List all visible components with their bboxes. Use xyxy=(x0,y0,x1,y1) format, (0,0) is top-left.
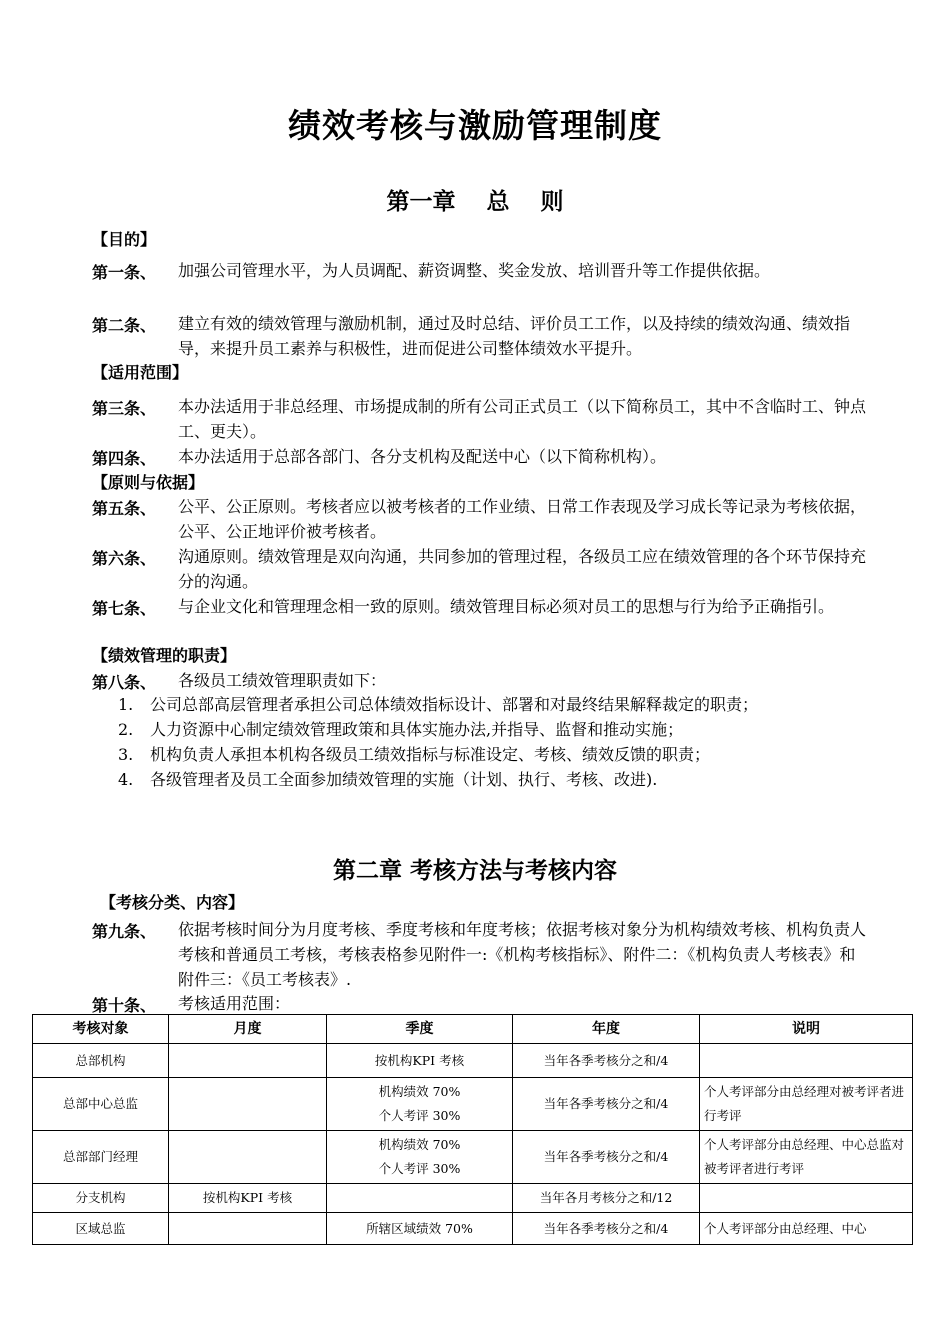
table-cell xyxy=(169,1044,327,1078)
article-2-text: 建立有效的绩效管理与激励机制，通过及时总结、评价员工工作，以及持续的绩效沟通、绩效指导，来提升员工素养与积极性，进而促进公司整体绩效水平提升。 xyxy=(178,314,851,358)
article-6-label: 第六条、 xyxy=(92,549,157,568)
document-title: 绩效考核与激励管理制度 xyxy=(288,106,662,145)
column-header: 说明 xyxy=(700,1015,913,1044)
article-3-label: 第三条、 xyxy=(92,399,157,418)
table-cell: 按机构KPI 考核 xyxy=(169,1184,327,1213)
chapter-1-heading: 第一章 总 则 xyxy=(386,189,564,215)
table-cell: 所辖区域绩效 70% xyxy=(327,1213,513,1245)
list-text: 公司总部高层管理者承担公司总体绩效指标设计、部署和对最终结果解释裁定的职责； xyxy=(150,695,759,714)
table-cell xyxy=(169,1131,327,1184)
list-item xyxy=(118,717,683,742)
article-10-label: 第十条、 xyxy=(92,996,157,1015)
list-text: 各级管理者及员工全面参加绩效管理的实施（计划、执行、考核、改进). xyxy=(150,770,658,789)
table-cell: 当年各季考核分之和/4 xyxy=(513,1044,700,1078)
list-text: 人力资源中心制定绩效管理政策和具体实施办法,并指导、监督和推动实施； xyxy=(150,720,684,739)
cell-line: 个人考评 30% xyxy=(378,1108,461,1123)
table-cell: 个人考评部分由总经理、中心总监对被考评者进行考评 xyxy=(700,1131,913,1184)
table-row xyxy=(33,1044,913,1078)
section-classification: 【考核分类、内容】 xyxy=(100,893,245,912)
column-header: 考核对象 xyxy=(33,1015,169,1044)
column-header: 年度 xyxy=(513,1015,700,1044)
table-row xyxy=(33,1213,913,1245)
list-number: 2. xyxy=(118,720,134,739)
cell-line: 机构绩效 70% xyxy=(378,1084,461,1099)
table-cell xyxy=(169,1213,327,1245)
table-cell xyxy=(700,1184,913,1213)
article-4-text: 本办法适用于总部各部门、各分支机构及配送中心（以下简称机构）。 xyxy=(178,447,667,466)
article-1-label: 第一条、 xyxy=(92,263,157,282)
list-number: 1. xyxy=(118,695,134,714)
table-cell: 当年各季考核分之和/4 xyxy=(513,1078,700,1131)
list-number: 3. xyxy=(118,745,134,764)
table-cell: 总部机构 xyxy=(33,1044,169,1078)
table-row xyxy=(33,1078,913,1131)
article-9-label: 第九条、 xyxy=(92,922,157,941)
table-cell xyxy=(700,1044,913,1078)
table-row xyxy=(33,1131,913,1184)
list-item xyxy=(118,742,710,767)
cell-line: 按机构KPI 考核 xyxy=(374,1052,465,1068)
article-6-text: 沟通原则。绩效管理是双向沟通，共同参加的管理过程，各级员工应在绩效管理的各个环节保持充分的沟通。 xyxy=(178,547,867,591)
table-cell: 区域总监 xyxy=(33,1213,169,1245)
list-item xyxy=(118,692,758,717)
table-cell xyxy=(327,1044,513,1078)
cell-line: 个人考评 30% xyxy=(378,1161,461,1176)
list-item xyxy=(118,767,657,792)
table-cell xyxy=(327,1131,513,1184)
section-principle: 【原则与依据】 xyxy=(92,473,205,492)
table-cell: 个人考评部分由总经理、中心 xyxy=(700,1213,913,1245)
chapter-2-heading: 第二章 考核方法与考核内容 xyxy=(332,858,617,884)
table-cell: 当年各季考核分之和/4 xyxy=(513,1131,700,1184)
article-3-text: 本办法适用于非总经理、市场提成制的所有公司正式员工（以下简称员工，其中不含临时工、钟点工、更夫）。 xyxy=(178,397,867,441)
column-header: 季度 xyxy=(327,1015,513,1044)
assessment-scope-table xyxy=(32,1014,913,1245)
table-cell: 分支机构 xyxy=(33,1184,169,1213)
table-cell xyxy=(327,1184,513,1213)
article-8-label: 第八条、 xyxy=(92,673,157,692)
article-8-text: 各级员工绩效管理职责如下： xyxy=(178,671,387,690)
article-4-label: 第四条、 xyxy=(92,449,157,468)
table-cell xyxy=(169,1078,327,1131)
table-cell: 个人考评部分由总经理对被考评者进行考评 xyxy=(700,1078,913,1131)
article-1-text: 加强公司管理水平，为人员调配、薪资调整、奖金发放、培训晋升等工作提供依据。 xyxy=(178,261,771,280)
article-9-text: 依据考核时间分为月度考核、季度考核和年度考核；依据考核对象分为机构绩效考核、机构负责人考核和普通员工考核，考核表格参见附件一:《机构考核指标》、附件二：《机构负责人考核表》和附件三：《员工考核表》. xyxy=(178,920,867,989)
table-cell: 总部中心总监 xyxy=(33,1078,169,1131)
table-cell: 当年各季考核分之和/4 xyxy=(513,1213,700,1245)
list-number: 4. xyxy=(118,770,134,789)
article-10-text: 考核适用范围： xyxy=(178,994,291,1013)
article-7-text: 与企业文化和管理理念相一致的原则。绩效管理目标必须对员工的思想与行为给予正确指引。 xyxy=(178,597,835,616)
article-5-text: 公平、公正原则。考核者应以被考核者的工作业绩、日常工作表现及学习成长等记录为考核依据，公平、公正地评价被考核者。 xyxy=(178,497,867,541)
table-cell: 总部部门经理 xyxy=(33,1131,169,1184)
table-cell: 当年各月考核分之和/12 xyxy=(513,1184,700,1213)
list-text: 机构负责人承担本机构各级员工绩效指标与标准设定、考核、绩效反馈的职责； xyxy=(150,745,711,764)
cell-line: 机构绩效 70% xyxy=(378,1137,461,1152)
column-header: 月度 xyxy=(169,1015,327,1044)
section-purpose: 【目的】 xyxy=(92,230,157,249)
table-header-row xyxy=(33,1015,913,1044)
table-row xyxy=(33,1184,913,1213)
section-duty: 【绩效管理的职责】 xyxy=(92,646,237,665)
section-scope: 【适用范围】 xyxy=(92,363,189,382)
article-2-label: 第二条、 xyxy=(92,316,157,335)
article-5-label: 第五条、 xyxy=(92,499,157,518)
article-7-label: 第七条、 xyxy=(92,599,157,618)
table-cell xyxy=(327,1078,513,1131)
